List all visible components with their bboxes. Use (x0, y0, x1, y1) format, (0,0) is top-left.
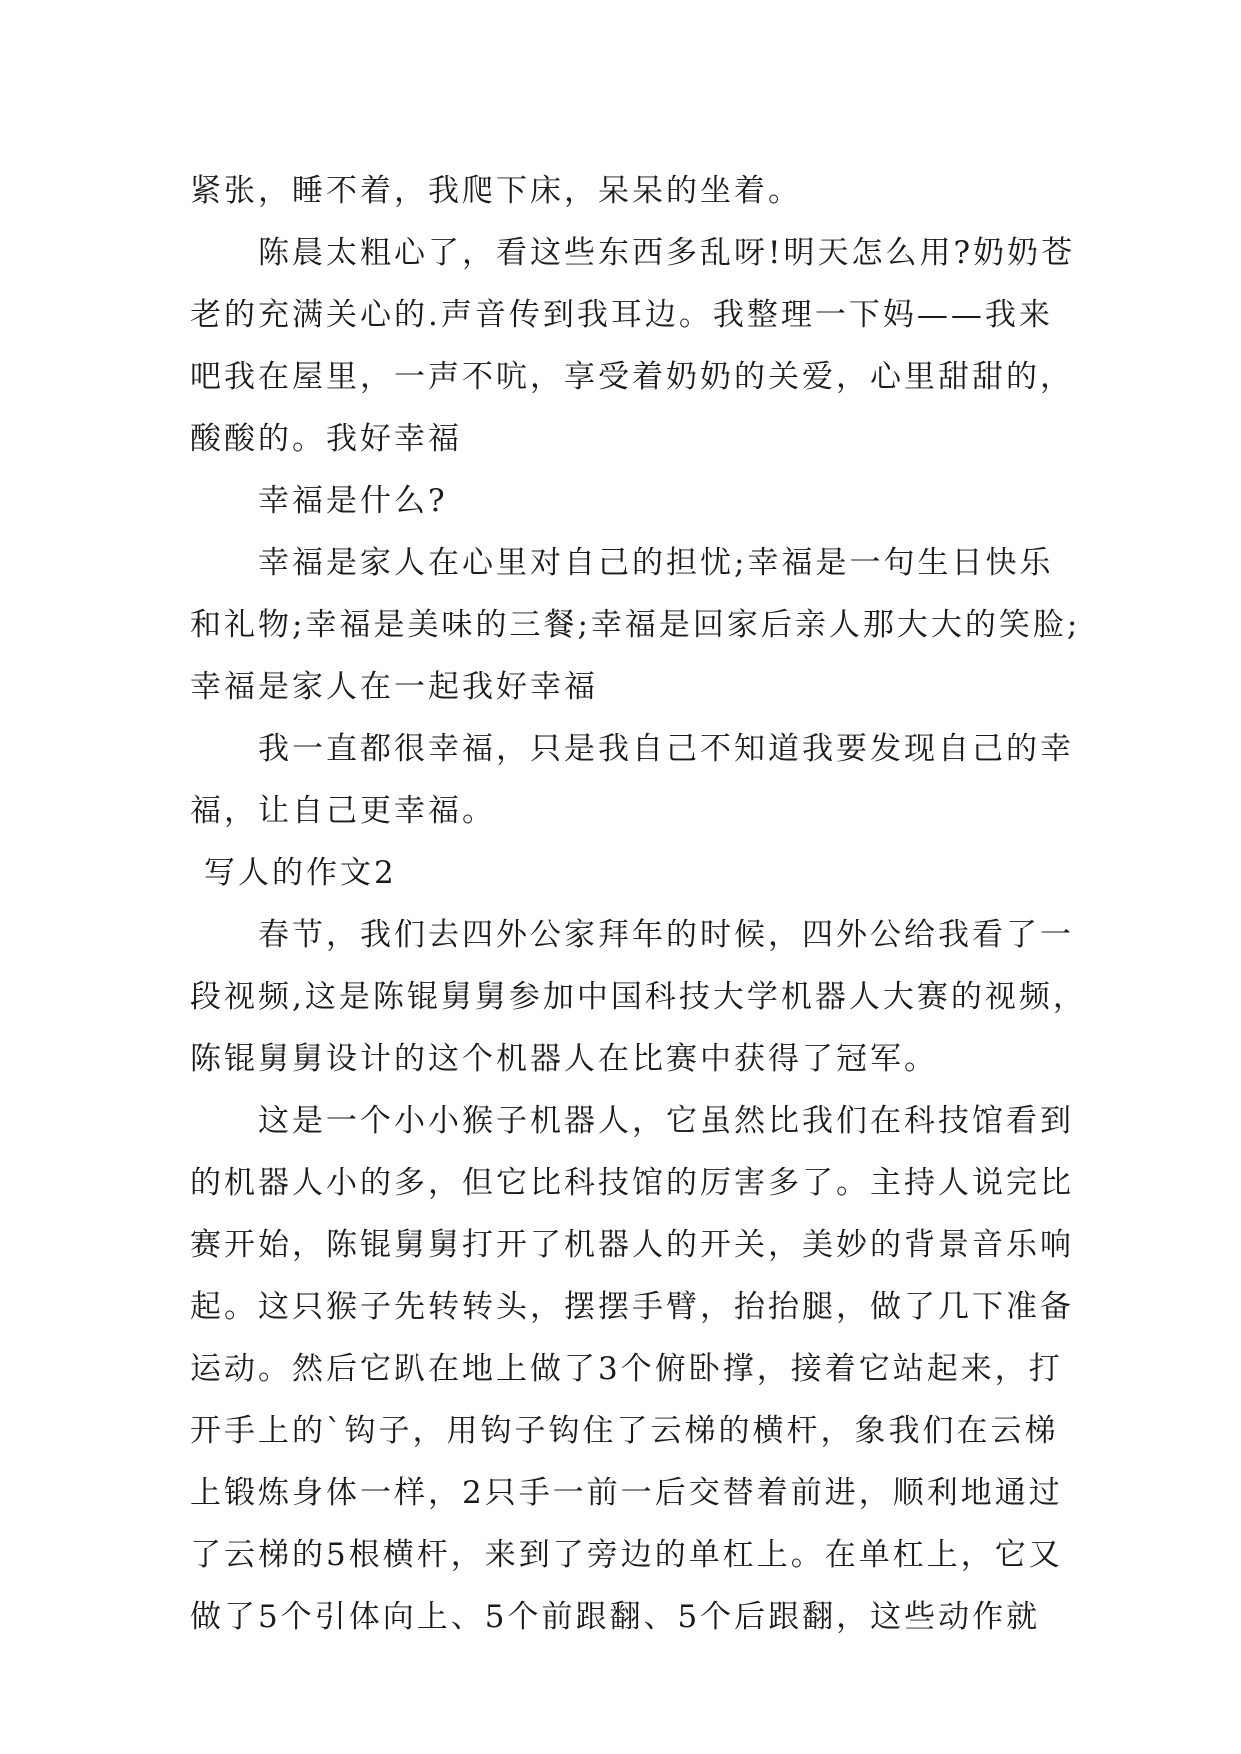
paragraph-start-line: 我一直都很幸福，只是我自己不知道我要发现自己的幸 (258, 731, 1074, 767)
paragraph-start-line: 陈晨太粗心了，看这些东西多乱呀!明天怎么用?奶奶苍 (258, 235, 1076, 271)
text-line: 做了5个引体向上、5个前跟翻、5个后跟翻，这些动作就 (190, 1599, 1041, 1635)
paragraph-start-line: 春节，我们去四外公家拜年的时候，四外公给我看了一 (258, 917, 1074, 953)
paragraph-start-line: 幸福是什么? (258, 483, 448, 519)
text-line: 酸酸的。我好幸福 (190, 421, 462, 457)
text-line: 陈锟舅舅设计的这个机器人在比赛中获得了冠军。 (190, 1041, 938, 1077)
text-line: 赛开始，陈锟舅舅打开了机器人的开关，美妙的背景音乐响 (190, 1227, 1074, 1263)
text-line: 上锻炼身体一样，2只手一前一后交替着前进，顺利地通过 (190, 1475, 1063, 1511)
text-line: 福，让自己更幸福。 (190, 793, 496, 829)
text-line: 运动。然后它趴在地上做了3个俯卧撑，接着它站起来，打 (190, 1351, 1063, 1387)
text-line: 开手上的`钩子，用钩子钩住了云梯的横杆，象我们在云梯 (190, 1413, 1059, 1449)
text-line: 幸福是家人在一起我好幸福 (190, 669, 598, 705)
text-line: 老的充满关心的.声音传到我耳边。我整理一下妈——我来 (190, 297, 1053, 333)
text-line: 的机器人小的多，但它比科技馆的厉害多了。主持人说完比 (190, 1165, 1074, 1201)
text-line: 了云梯的5根横杆，来到了旁边的单杠上。在单杠上，它又 (190, 1537, 1063, 1573)
text-line: 和礼物;幸福是美味的三餐;幸福是回家后亲人那大大的笑脸; (190, 607, 1081, 643)
text-line: 吧我在屋里，一声不吭，享受着奶奶的关爱，心里甜甜的， (190, 359, 1074, 395)
section-heading: 写人的作文2 (204, 855, 397, 891)
text-line: 紧张，睡不着，我爬下床，呆呆的坐着。 (190, 173, 802, 209)
paragraph-start-line: 幸福是家人在心里对自己的担忧;幸福是一句生日快乐 (258, 545, 1054, 581)
text-line: 段视频,这是陈锟舅舅参加中国科技大学机器人大赛的视频， (190, 979, 1087, 1015)
document-body (190, 160, 1087, 1648)
paragraph-start-line: 这是一个小小猴子机器人，它虽然比我们在科技馆看到 (258, 1103, 1074, 1139)
text-line: 起。这只猴子先转转头，摆摆手臂，抬抬腿，做了几下准备 (190, 1289, 1074, 1325)
